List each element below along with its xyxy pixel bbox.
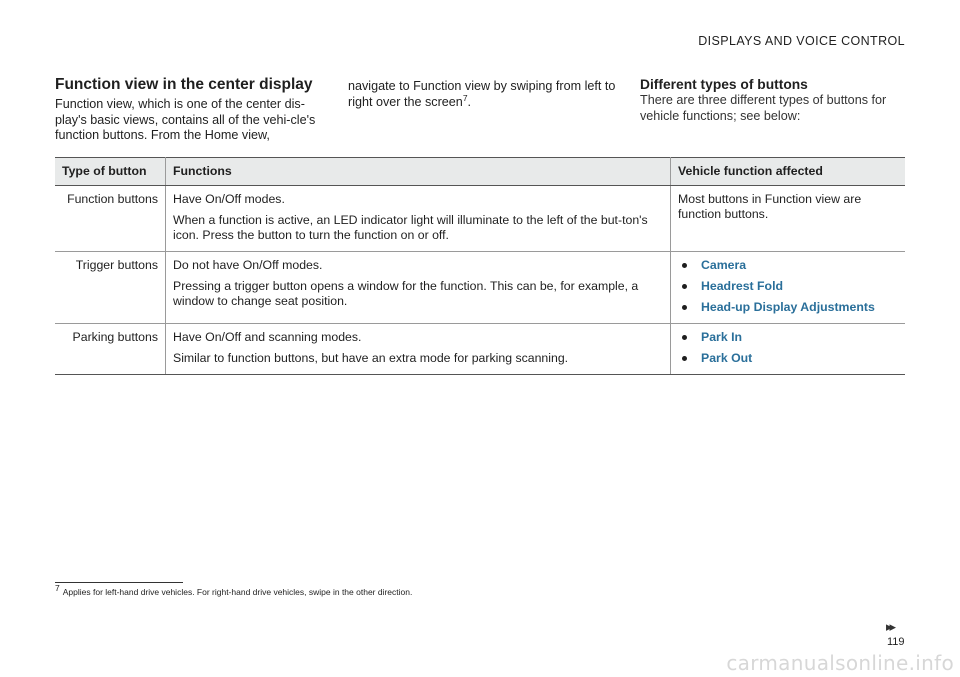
column-header-type: Type of button [55,158,166,186]
affected-link-list [678,330,898,366]
intro-column-continued [348,79,618,110]
footnote-number: 7 [55,583,60,594]
watermark: carmanualsonline.info [726,651,954,675]
link-park-in[interactable]: Park In [701,330,743,344]
footnote-divider [55,582,183,583]
page-title: Function view in the center display [55,76,313,93]
column-header-affected: Vehicle function affected [671,158,906,186]
cell-text: When a function is active, an LED indicator light will illuminate to the left of the but-ton's icon. Press the button to turn the function on or off. [173,213,648,242]
button-types-table [55,157,905,375]
table-row [55,252,905,324]
cell-functions [166,252,671,324]
intro-paragraph-period: . [467,94,472,109]
list-item [678,300,898,315]
list-item [678,258,898,273]
cell-type: Function buttons [55,186,166,252]
footnote-reference[interactable]: 7 [462,92,468,103]
affected-link-list [678,258,898,315]
cell-affected [671,186,906,252]
bullet-icon [682,305,687,310]
cell-text: Have On/Off modes. [173,192,285,206]
cell-affected [671,324,906,375]
bullet-icon [682,356,687,361]
section-title: Different types of buttons [640,77,808,92]
intro-paragraph: Function view, which is one of the center dis-play's basic views, contains all of the vehi-cle's function buttons. From the Home view, [55,97,316,142]
cell-text: Pressing a trigger button opens a window for the function. This can be, for example, a window to change seat position. [173,279,639,308]
footnote-text: Applies for left-hand drive vehicles. For right-hand drive vehicles, swipe in the other direction. [62,587,413,597]
section-paragraph: There are three different types of buttons for vehicle functions; see below: [640,93,887,123]
cell-text: Most buttons in Function view are function buttons. [678,192,862,221]
link-headrest-fold[interactable]: Headrest Fold [701,279,783,293]
list-item [678,330,898,345]
intro-paragraph-text: navigate to Function view by swiping from left to right over the screen [348,79,616,109]
table-header-row [55,158,905,186]
link-head-up-display-adjustments[interactable]: Head-up Display Adjustments [701,300,875,314]
section-header: DISPLAYS AND VOICE CONTROL [698,34,905,48]
intro-paragraph-continued [348,79,618,110]
table-row [55,186,905,252]
bullet-icon [682,263,687,268]
link-park-out[interactable]: Park Out [701,351,753,365]
list-item [678,351,898,366]
column-header-functions: Functions [166,158,671,186]
cell-text: Do not have On/Off modes. [173,258,323,272]
bullet-icon [682,284,687,289]
next-page-icon[interactable]: ▸▸ [886,619,894,634]
list-item [678,279,898,294]
table-row [55,324,905,375]
types-column [640,76,910,124]
cell-text: Similar to function buttons, but have an extra mode for parking scanning. [173,351,569,365]
bullet-icon [682,335,687,340]
cell-type: Parking buttons [55,324,166,375]
cell-text: Have On/Off and scanning modes. [173,330,362,344]
cell-functions [166,324,671,375]
intro-column [55,76,330,144]
footnote [55,583,413,598]
link-camera[interactable]: Camera [701,258,747,272]
cell-affected [671,252,906,324]
cell-functions [166,186,671,252]
cell-type: Trigger buttons [55,252,166,324]
page-number: 119 [887,636,905,648]
